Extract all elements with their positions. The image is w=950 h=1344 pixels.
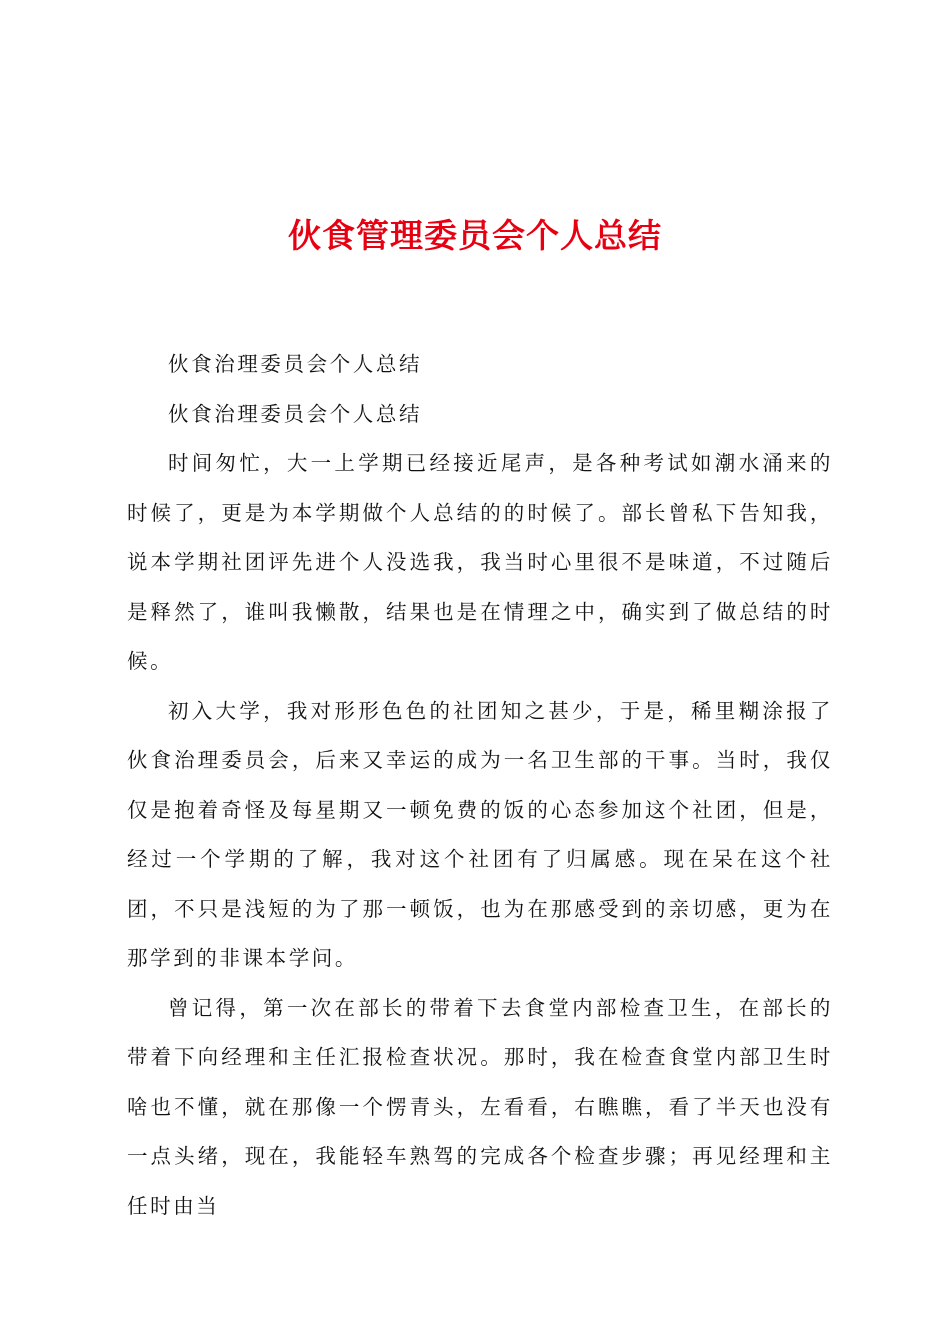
paragraph-1: 时间匆忙，大一上学期已经接近尾声，是各种考试如潮水涌来的时候了，更是为本学期做个人总结的的时候了。部长曾私下告知我，说本学期社团评先进个人没选我，我当时心里很不是味道，不过随后是释然了，谁叫我懒散，结果也是在情理之中，确实到了做总结的时候。 <box>127 451 833 673</box>
document-body <box>127 340 833 1231</box>
document-title: 伙食管理委员会个人总结 <box>288 216 662 255</box>
paragraph-subtitle-1: 伙食治理委员会个人总结 <box>168 352 423 376</box>
paragraph-subtitle-2: 伙食治理委员会个人总结 <box>168 401 423 426</box>
paragraph-3: 曾记得，第一次在部长的带着下去食堂内部检查卫生，在部长的带着下向经理和主任汇报检查状况。那时，我在检查食堂内部卫生时啥也不懂，就在那像一个愣青头，左看看，右瞧瞧，看了半天也没有一点头绪，现在，我能轻车熟驾的完成各个检查步骤；再见经理和主任时由当 <box>127 995 833 1218</box>
paragraph-2: 初入大学，我对形形色色的社团知之甚少，于是，稀里糊涂报了伙食治理委员会，后来又幸运的成为一名卫生部的干事。当时，我仅仅是抱着奇怪及每星期又一顿免费的饭的心态参加这个社团，但是，经过一个学期的了解，我对这个社团有了归属感。现在呆在这个社团，不只是浅短的为了那一顿饭，也为在那感受到的亲切感，更为在那学到的非课本学问。 <box>127 698 833 970</box>
